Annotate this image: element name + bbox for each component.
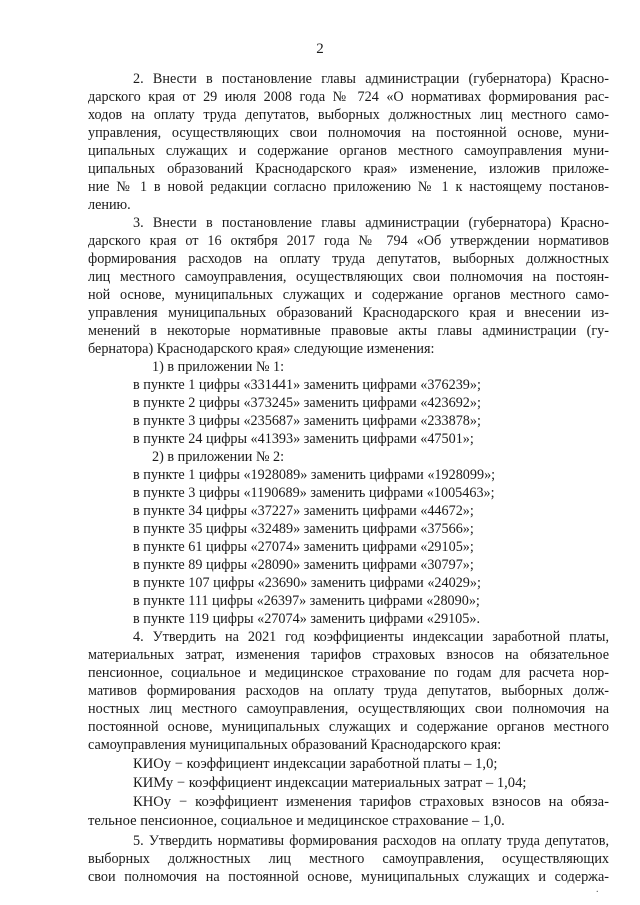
appendix-2-heading: 2) в приложении № 2: bbox=[152, 449, 285, 465]
paragraph-5-line: свои полномочия на постоянной основе, муниципальных служащих и содержа- bbox=[88, 869, 609, 885]
appendix-1-item: в пункте 24 цифры «41393» заменить цифрами «47501»; bbox=[133, 431, 474, 447]
appendix-2-item: в пункте 89 цифры «28090» заменить цифрами «30797»; bbox=[133, 557, 474, 573]
paragraph-3-line: менений в некоторые нормативные правовые акты главы администрации (гу- bbox=[88, 323, 609, 339]
appendix-2-item: в пункте 1 цифры «1928089» заменить цифрами «1928099»; bbox=[133, 467, 496, 483]
appendix-2-item: в пункте 111 цифры «26397» заменить цифрами «28090»; bbox=[133, 593, 480, 609]
paragraph-2-line: управления, осуществляющих свои полномочия на постоянной основе, муни- bbox=[88, 125, 609, 141]
coefficient-kno-line: КНОу − коэффициент изменения тарифов страховых взносов на обяза- bbox=[133, 794, 609, 810]
paragraph-4-line: мативов формирования расходов на оплату труда депутатов, выборных долж- bbox=[88, 683, 609, 699]
coefficient-kio: КИОу − коэффициент индексации заработной платы – 1,0; bbox=[133, 756, 498, 772]
paragraph-4-line: материальных затрат, изменения тарифов страховых взносов на обязательное bbox=[88, 647, 609, 663]
appendix-1-heading: 1) в приложении № 1: bbox=[152, 359, 285, 375]
paragraph-4-line: пенсионное, социальное и медицинское страхование по годам для расчета нор- bbox=[88, 665, 609, 681]
appendix-1-item: в пункте 3 цифры «235687» заменить цифрами «233878»; bbox=[133, 413, 481, 429]
appendix-2-item: в пункте 119 цифры «27074» заменить цифрами «29105». bbox=[133, 611, 480, 627]
appendix-2-item: в пункте 61 цифры «27074» заменить цифрами «29105»; bbox=[133, 539, 474, 555]
paragraph-5-line: 5. Утвердить нормативы формирования расходов на оплату труда депутатов, bbox=[133, 833, 609, 849]
page-number: 2 bbox=[316, 41, 324, 57]
appendix-2-item: в пункте 34 цифры «37227» заменить цифрами «44672»; bbox=[133, 503, 474, 519]
paragraph-3-line: формирования расходов на оплату труда депутатов, выборных должностных bbox=[88, 251, 609, 267]
appendix-1-item: в пункте 1 цифры «331441» заменить цифрами «376239»; bbox=[133, 377, 481, 393]
paragraph-3-line: ной основе, муниципальных служащих и содержание органов местного само- bbox=[88, 287, 609, 303]
paragraph-3-line: управления муниципальных образований Краснодарского края и внесении из- bbox=[88, 305, 609, 321]
footer-mark: . bbox=[596, 884, 599, 895]
paragraph-3-line: лиц местного самоуправления, осуществляющих свои полномочия на постоян- bbox=[88, 269, 609, 285]
paragraph-2-line: ходов на оплату труда депутатов, выборных должностных лиц местного само- bbox=[88, 107, 609, 123]
appendix-2-item: в пункте 3 цифры «1190689» заменить цифрами «1005463»; bbox=[133, 485, 495, 501]
paragraph-2-line: ципальных служащих и содержание органов местного самоуправления муни- bbox=[88, 143, 609, 159]
appendix-2-item: в пункте 107 цифры «23690» заменить цифрами «24029»; bbox=[133, 575, 481, 591]
appendix-2-item: в пункте 35 цифры «32489» заменить цифрами «37566»; bbox=[133, 521, 474, 537]
paragraph-4-line: постоянной основе, муниципальных служащих и содержание органов местного bbox=[88, 719, 609, 735]
paragraph-4-line: ностных лиц местного самоуправления, осуществляющих свои полномочия на bbox=[88, 701, 609, 717]
paragraph-3-line: бернатора) Краснодарского края» следующие изменения: bbox=[88, 341, 435, 357]
paragraph-4-line: самоуправления муниципальных образований Краснодарского края: bbox=[88, 737, 502, 753]
paragraph-2-line: 2. Внести в постановление главы администрации (губернатора) Красно- bbox=[133, 71, 609, 87]
coefficient-kno-line: тельное пенсионное, социальное и медицинское страхование – 1,0. bbox=[88, 813, 505, 829]
paragraph-3-line: 3. Внести в постановление главы администрации (губернатора) Красно- bbox=[133, 215, 609, 231]
appendix-1-item: в пункте 2 цифры «373245» заменить цифрами «423692»; bbox=[133, 395, 481, 411]
paragraph-2-line: лению. bbox=[88, 197, 131, 213]
paragraph-5-line: выборных должностных лиц местного самоуправления, осуществляющих bbox=[88, 851, 609, 867]
coefficient-kim: КИМу − коэффициент индексации материальных затрат – 1,04; bbox=[133, 775, 527, 791]
paragraph-3-line: дарского края от 16 октября 2017 года № 794 «Об утверждении нормативов bbox=[88, 233, 609, 249]
paragraph-2-line: ние № 1 в новой редакции согласно приложению № 1 к настоящему постанов- bbox=[88, 179, 609, 195]
paragraph-2-line: ципальных образований Краснодарского края» изменение, изложив приложе- bbox=[88, 161, 609, 177]
paragraph-4-line: 4. Утвердить на 2021 год коэффициенты индексации заработной платы, bbox=[133, 629, 609, 645]
paragraph-2-line: дарского края от 29 июля 2008 года № 724 «О нормативах формирования рас- bbox=[88, 89, 609, 105]
